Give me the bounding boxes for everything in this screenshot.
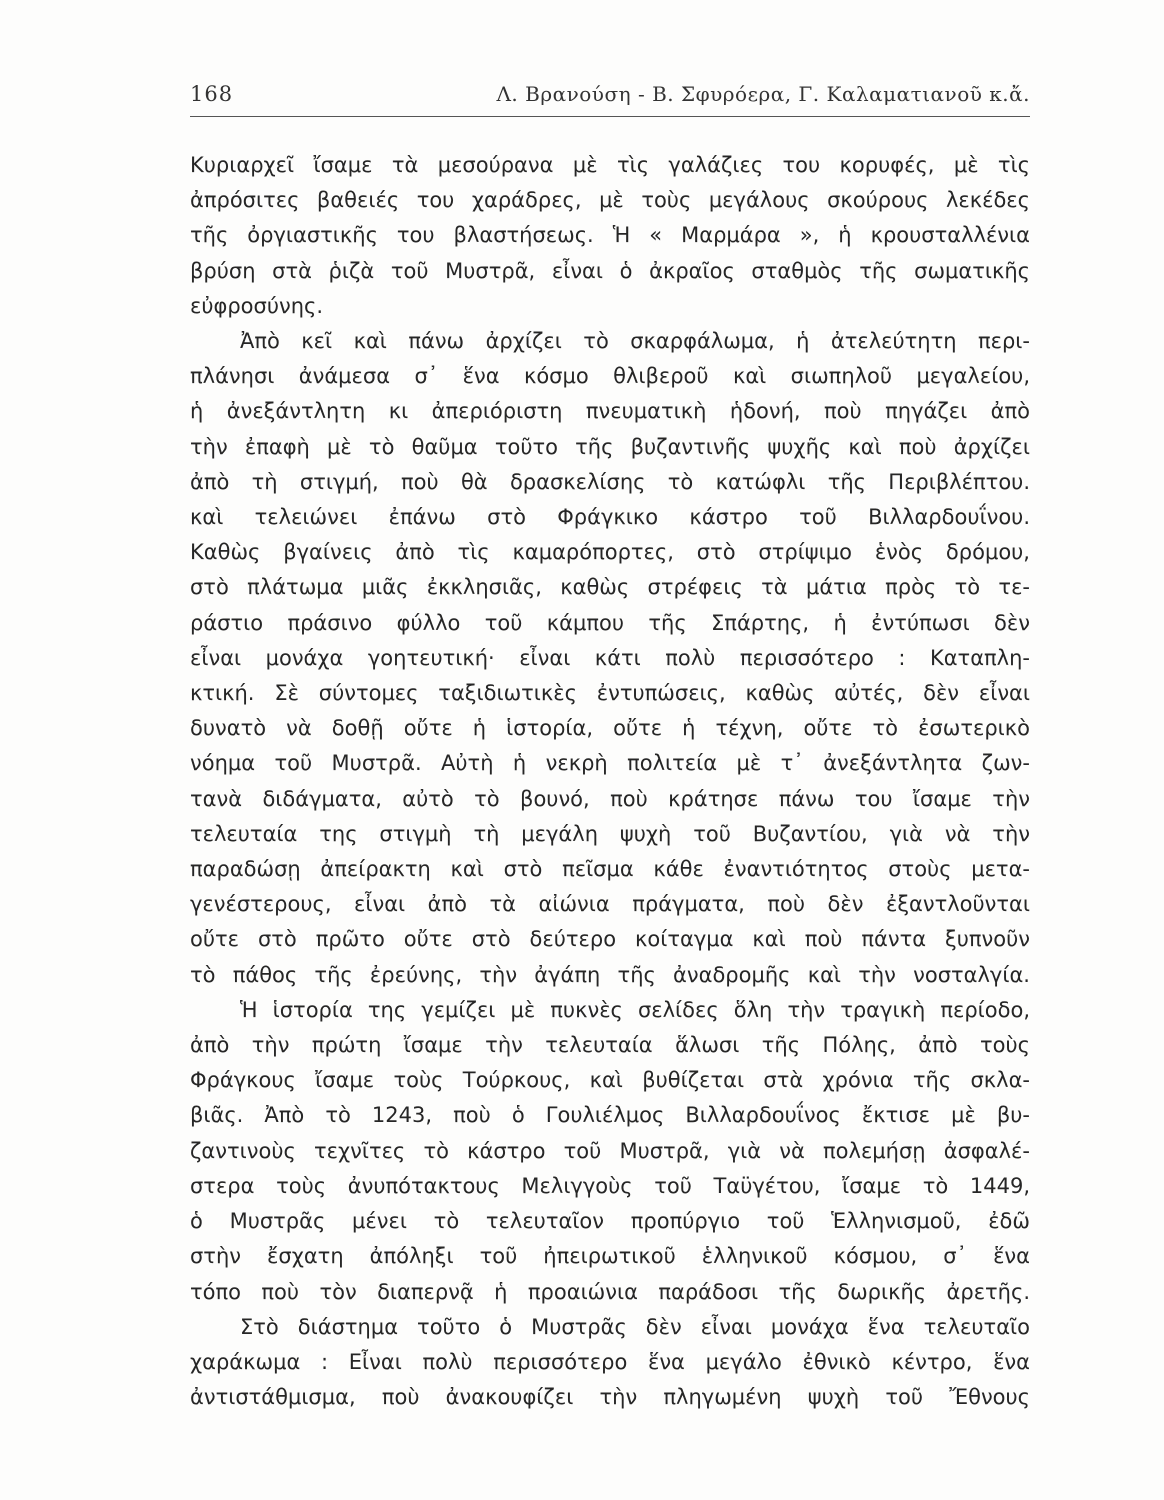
text-line: Κυριαρχεῖ ἴσαμε τὰ μεσούρανα μὲ τὶς γαλάζιες του κορυφές, μὲ τὶς	[190, 153, 1030, 177]
text-line: πλάνησι ἀνάμεσα σ᾽ ἕνα κόσμο θλιβεροῦ καὶ σιωπηλοῦ μεγαλείου,	[190, 364, 1030, 389]
text-line: ἡ ἀνεξάντλητη κι ἀπεριόριστη πνευματικὴ ἡδονή, ποὺ πηγάζει ἀπὸ	[190, 399, 1030, 424]
text-line: ἀντιστάθμισμα, ποὺ ἀνακουφίζει τὴν πληγωμένη ψυχὴ τοῦ Ἔθνους	[190, 1385, 1030, 1410]
text-line: εὐφροσύνης.	[190, 293, 324, 318]
text-line: νόημα τοῦ Μυστρᾶ. Αὐτὴ ἡ νεκρὴ πολιτεία μὲ τ᾽ ἀνεξάντλητα ζων-	[190, 751, 1030, 776]
paragraph-3	[190, 993, 1030, 1310]
text-line: οὔτε στὸ πρῶτο οὔτε στὸ δεύτερο κοίταγμα καὶ ποὺ πάντα ξυπνοῦν	[190, 927, 1030, 952]
header-authors: Λ. Βρανούση - Β. Σφυρόερα, Γ. Καλαματιανοῦ κ.ἄ.	[496, 82, 1030, 106]
text-line: ἀπὸ τὴ στιγμή, ποὺ θὰ δρασκελίσης τὸ κατώφλι τῆς Περιβλέπτου.	[190, 469, 1030, 494]
text-line: Ἡ ἱστορία της γεμίζει μὲ πυκνὲς σελίδες ὅλη τὴν τραγικὴ περίοδο,	[240, 997, 1030, 1022]
text-line: Ἀπὸ κεῖ καὶ πάνω ἀρχίζει τὸ σκαρφάλωμα, ἡ ἀτελεύτητη περι-	[240, 329, 1030, 354]
text-line: τῆς ὀργιαστικῆς του βλαστήσεως. Ἡ « Μαρμάρα », ἡ κρουσταλλένια	[190, 223, 1030, 248]
text-line: στὸ πλάτωμα μιᾶς ἐκκλησιᾶς, καθὼς στρέφεις τὰ μάτια πρὸς τὸ τε-	[190, 575, 1030, 600]
text-line: εἶναι μονάχα γοητευτική· εἶναι κάτι πολὺ περισσότερο : Καταπλη-	[190, 645, 1030, 670]
text-line: παραδώσῃ ἀπείρακτη καὶ στὸ πεῖσμα κάθε ἐναντιότητος στοὺς μετα-	[190, 857, 1030, 882]
text-line: ζαντινοὺς τεχνῖτες τὸ κάστρο τοῦ Μυστρᾶ, γιὰ νὰ πολεμήσῃ ἀσφαλέ-	[190, 1138, 1030, 1163]
text-line: βιᾶς. Ἀπὸ τὸ 1243, ποὺ ὁ Γουλιέλμος Βιλλαρδουΐνος ἔκτισε μὲ βυ-	[190, 1103, 1030, 1128]
text-line: Στὸ διάστημα τοῦτο ὁ Μυστρᾶς δὲν εἶναι μονάχα ἕνα τελευταῖο	[240, 1314, 1030, 1339]
paragraph-1	[190, 148, 1030, 324]
running-head	[190, 80, 1030, 117]
text-line: δυνατὸ νὰ δοθῇ οὔτε ἡ ἱστορία, οὔτε ἡ τέχνη, οὔτε τὸ ἐσωτερικὸ	[190, 716, 1030, 741]
text-line: Φράγκους ἴσαμε τοὺς Τούρκους, καὶ βυθίζεται στὰ χρόνια τῆς σκλα-	[190, 1068, 1030, 1093]
text-line: τὸ πάθος τῆς ἐρεύνης, τὴν ἀγάπη τῆς ἀναδρομῆς καὶ τὴν νοσταλγία.	[190, 962, 1030, 987]
text-line: καὶ τελειώνει ἐπάνω στὸ Φράγκικο κάστρο τοῦ Βιλλαρδουΐνου.	[190, 505, 1030, 530]
text-line: γενέστερους, εἶναι ἀπὸ τὰ αἰώνια πράγματα, ποὺ δὲν ἐξαντλοῦνται	[190, 892, 1030, 917]
body-text	[190, 148, 1030, 1415]
paragraph-4	[190, 1310, 1030, 1416]
text-line: ἀπρόσιτες βαθειές του χαράδρες, μὲ τοὺς μεγάλους σκούρους λεκέδες	[190, 188, 1030, 213]
text-line: τὴν ἐπαφὴ μὲ τὸ θαῦμα τοῦτο τῆς βυζαντινῆς ψυχῆς καὶ ποὺ ἀρχίζει	[190, 434, 1030, 459]
text-line: ράστιο πράσινο φύλλο τοῦ κάμπου τῆς Σπάρτης, ἡ ἐντύπωσι δὲν	[190, 610, 1030, 635]
text-line: ἀπὸ τὴν πρώτη ἴσαμε τὴν τελευταία ἅλωσι τῆς Πόλης, ἀπὸ τοὺς	[190, 1033, 1030, 1058]
paragraph-2	[190, 324, 1030, 993]
text-line: τελευταία της στιγμὴ τὴ μεγάλη ψυχὴ τοῦ Βυζαντίου, γιὰ νὰ τὴν	[190, 821, 1030, 846]
text-line: τόπο ποὺ τὸν διαπερνᾷ ἡ προαιώνια παράδοσι τῆς δωρικῆς ἀρετῆς.	[190, 1279, 1030, 1304]
text-line: τανὰ διδάγματα, αὐτὸ τὸ βουνό, ποὺ κράτησε πάνω του ἴσαμε τὴν	[190, 786, 1030, 811]
text-line: στὴν ἔσχατη ἀπόληξι τοῦ ἠπειρωτικοῦ ἑλληνικοῦ κόσμου, σ᾽ ἕνα	[190, 1244, 1030, 1269]
text-line: ὁ Μυστρᾶς μένει τὸ τελευταῖον προπύργιο τοῦ Ἑλληνισμοῦ, ἐδῶ	[190, 1209, 1030, 1234]
text-line: χαράκωμα : Εἶναι πολὺ περισσότερο ἕνα μεγάλο ἐθνικὸ κέντρο, ἕνα	[190, 1349, 1030, 1374]
text-line: Καθὼς βγαίνεις ἀπὸ τὶς καμαρόπορτες, στὸ στρίψιμο ἑνὸς δρόμου,	[190, 540, 1030, 565]
text-line: βρύση στὰ ῥιζὰ τοῦ Μυστρᾶ, εἶναι ὁ ἀκραῖος σταθμὸς τῆς σωματικῆς	[190, 258, 1030, 283]
page-number: 168	[190, 82, 234, 106]
text-line: στερα τοὺς ἀνυπότακτους Μελιγγοὺς τοῦ Ταϋγέτου, ἴσαμε τὸ 1449,	[190, 1173, 1030, 1198]
text-line: κτική. Σὲ σύντομες ταξιδιωτικὲς ἐντυπώσεις, καθὼς αὐτές, δὲν εἶναι	[190, 681, 1030, 706]
